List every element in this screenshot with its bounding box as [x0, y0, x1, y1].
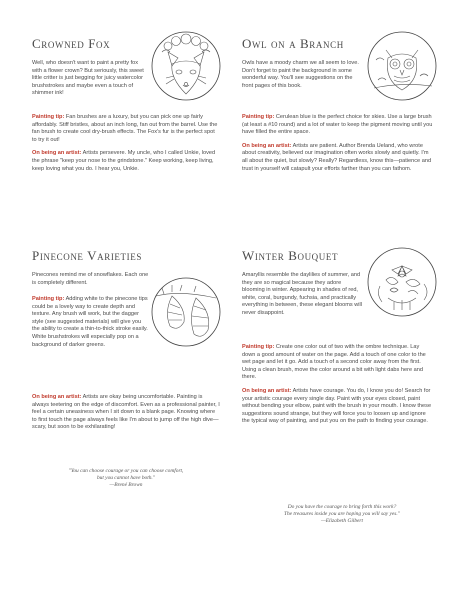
brown-quote [40, 468, 212, 490]
gilbert-quote [250, 504, 434, 526]
intro-text: Owls have a moody charm we all seem to love. Don't forget to paint the background in some wonderful way. You'll see suggestions on the front pages of this book. [242, 60, 359, 89]
section-owl-body-2 [242, 114, 434, 179]
section-bouquet-body [242, 272, 364, 324]
section-owl-body [242, 60, 364, 96]
artist-note [242, 388, 434, 426]
tip-label: Painting tip: [242, 344, 275, 350]
painting-tip [32, 114, 220, 144]
quote-line-2: The treasures inside you are hoping you will say yes." [283, 511, 401, 518]
section-title: Owl on a Branch [242, 36, 344, 51]
bouquet-illustration [366, 246, 438, 318]
artist-text: Artists have courage. You do, I know you do! Search for your artistic courage every single day. Paint with your eyes closed, paint without bending your elbow, paint with the brush in your mouth. I know these suggestions sound strange, but they will force you to loosen up and ignore the typical way of painting, and put you on the path to finding your courage. [242, 387, 432, 425]
tip-text: Create one color out of two with the ombre technique. Lay down a good amount of water on the page. Add a touch of one color to the wet page and let it go. Add a touch of a second color away from the first. Using a clean brush, move the color around a bit with light dabs here and there. [242, 344, 426, 381]
artist-text: Artists persevere. My uncle, who I called Unkie, loved the phrase "keep your nose to the grindstone." Keep working, keep living, keep loving what you do. I hear you, Unkie. [32, 150, 216, 172]
section-title: Crowned Fox [32, 36, 111, 51]
section-title: Winter Bouquet [242, 248, 339, 263]
artist-label: On being an artist: [32, 394, 82, 400]
quote-attribution: —Elizabeth Gilbert [320, 518, 364, 525]
artist-label: On being an artist: [242, 142, 292, 149]
painting-tip [242, 344, 434, 382]
section-crowned-fox-body-2 [32, 114, 220, 179]
artist-label: On being an artist: [32, 150, 82, 157]
tip-text: Cerulean blue is the perfect choice for skies. Use a large brush (at least a #10 round) and a lot of water to keep the pigment moving until you have filled the entire space. [242, 114, 433, 136]
quote-line-2: but you cannot have both." [96, 475, 156, 482]
tip-label: Painting tip: [242, 114, 275, 120]
intro-text: Well, who doesn't want to paint a pretty fox with a flower crown? But seriously, this sweet little critter is just begging for juicy watercolor brushstrokes and maybe even a touch of shimmer ink! [32, 60, 144, 97]
section-pinecone-varieties [32, 248, 220, 264]
section-pinecone-body [32, 272, 150, 293]
intro-text: Amaryllis resemble the daylilies of summer, and they are so magical because they adore blooming in winter. Appearing in shades of red, white, coral, burgundy, fuchsia, and practically everything in between, these elegant blooms will never disappoint. [242, 272, 363, 316]
section-title: Pinecone Varieties [32, 248, 142, 263]
artist-note [32, 150, 220, 173]
owl-illustration [366, 30, 438, 102]
artist-label: On being an artist: [242, 387, 292, 394]
tip-label: Painting tip: [32, 296, 65, 302]
quote-line-1: Do you have the courage to bring forth this work? [287, 504, 397, 510]
section-pinecone-body-3 [32, 394, 220, 438]
tip-text: Fan brushes are a luxury, but you can pick one up fairly affordably. Stiff bristles, about an inch long, fan out from the barrel. Use the fan brush to create cool dry-brush effects. The Fox's fur is the perfect spot to try it out! [32, 114, 218, 143]
tip-label: Painting tip: [32, 114, 65, 120]
fox-illustration [150, 30, 222, 102]
section-crowned-fox-body [32, 60, 148, 104]
quote-attribution: —Brené Brown [109, 482, 143, 489]
intro-text: Pinecones remind me of snowflakes. Each one is completely different. [32, 272, 149, 286]
artist-note [32, 394, 220, 432]
section-pinecone-body-2 [32, 296, 220, 349]
artist-note [242, 143, 434, 173]
artist-text: Artists are okay being uncomfortable. Painting is always teetering on the edge of discomfort. Even as a professional painter, I feel a certain uneasiness when I sit down to a blank page. Knowing where to first touch the page always feels like I'm about to jump off the high dive—scary, but soon to be exhilarating! [32, 394, 220, 431]
painting-tip [242, 114, 434, 137]
artist-text: Artists are patient. Author Brenda Ueland, who wrote about creativity, believed our imagination often works slowly and quietly. I'm all about the quiet, but slowly? Really? Regardless, know this—patience and trust in yourself will catapult your efforts farther than you can fathom. [242, 142, 432, 172]
painting-tip [32, 296, 220, 349]
tip-text: Adding white to the pinecone tips could be a lovely way to create depth and texture. Any brush will work, but the dagger style (see suggested materials) will give you the ability to create a thin-to-thick stroke easily. White brushstrokes will especially pop on a background of darker greens. [32, 296, 148, 348]
quote-line-1: "You can choose courage or you can choose comfort, [68, 468, 184, 474]
section-bouquet-body-2 [242, 344, 434, 432]
